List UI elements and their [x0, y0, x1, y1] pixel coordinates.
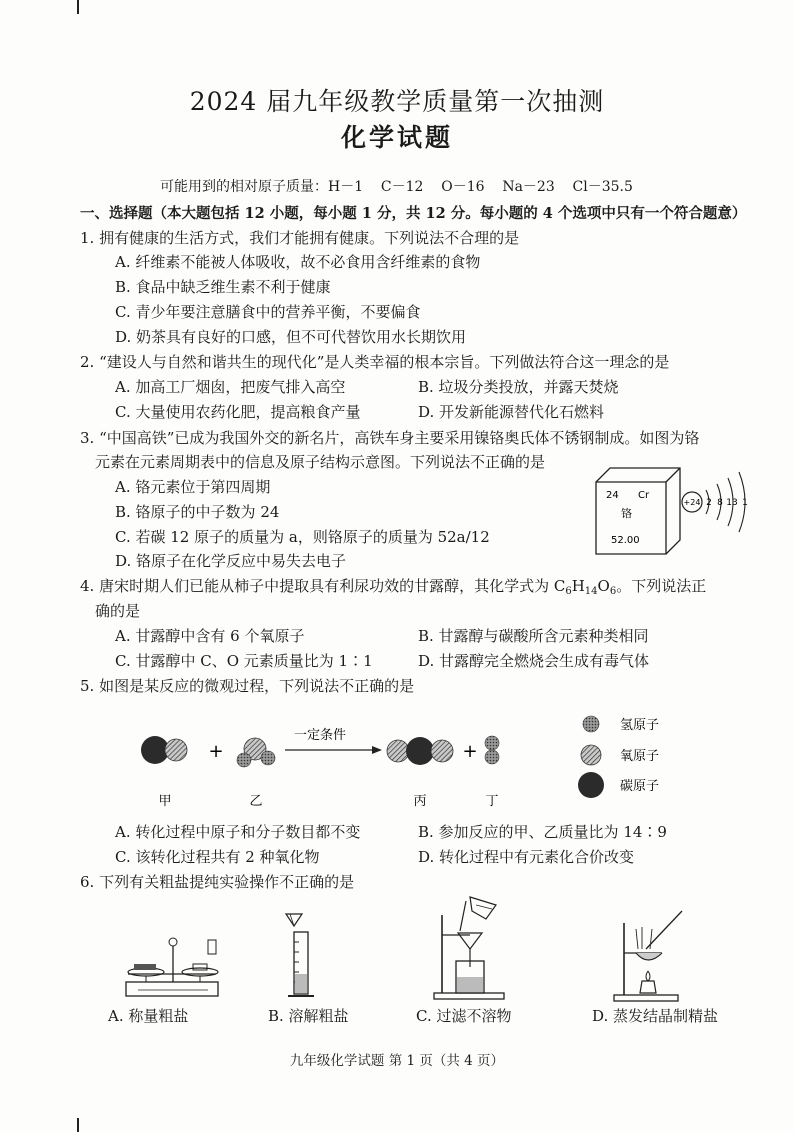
reaction-diagram — [120, 705, 680, 813]
reaction-condition: 一定条件 — [293, 728, 347, 743]
q6-caption-d: D. 蒸发结晶制精盐 — [592, 1007, 719, 1025]
formula-subscript: 6 — [565, 586, 572, 597]
page-footer: 九年级化学试题 第 1 页（共 4 页） — [289, 1053, 505, 1069]
q6-caption-c: C. 过滤不溶物 — [416, 1007, 512, 1025]
q5-option-c: C. 该转化过程共有 2 种氧化物 — [115, 848, 320, 866]
q4-option-a: A. 甘露醇中含有 6 个氧原子 — [115, 627, 305, 645]
section-heading: 一、选择题（本大题包括 12 小题，每小题 1 分，共 12 分。每小题的 4 个选项中只有一个符合题意） — [80, 205, 747, 222]
atom-structure-diagram — [682, 472, 748, 532]
shell-3-electrons: 13 — [726, 498, 738, 508]
legend-oxygen: 氧原子 — [620, 749, 660, 764]
periodic-table-cell — [596, 468, 680, 554]
q2-option-b: B. 垃圾分类投放，并露天焚烧 — [418, 378, 619, 396]
q5-option-b: B. 参加反应的甲、乙质量比为 14∶9 — [418, 823, 667, 841]
shell-2-electrons: 8 — [717, 498, 723, 508]
q2-option-a: A. 加高工厂烟囱，把废气排入高空 — [115, 378, 346, 396]
plus-sign: + — [208, 741, 224, 762]
oxygen-atom-swatch — [581, 745, 601, 765]
formula-subscript: 6 — [609, 586, 617, 597]
label-bing: 丙 — [413, 794, 427, 809]
q6-caption-b: B. 溶解粗盐 — [268, 1007, 349, 1025]
exam-subject: 化学试题 — [340, 123, 453, 152]
label-jia: 甲 — [158, 794, 172, 809]
legend-carbon: 碳原子 — [620, 779, 660, 794]
label-yi: 乙 — [249, 794, 263, 809]
q6-caption-a: A. 称量粗盐 — [108, 1007, 189, 1025]
evaporation-illustration — [610, 905, 690, 1003]
formula-element: O — [597, 577, 610, 595]
nuclear-charge: +24 — [683, 498, 701, 507]
q2-option-c: C. 大量使用农药化肥，提高粮食产量 — [115, 403, 361, 421]
q1-option-a: A. 纤维素不能被人体吸收，故不必食用含纤维素的食物 — [115, 253, 481, 271]
q2-stem: 2. “建设人与自然和谐共生的现代化”是人类幸福的根本宗旨。下列做法符合这一理念的是 — [80, 353, 670, 371]
hydrogen-atom-swatch — [583, 716, 599, 732]
carbon-atom-swatch — [578, 772, 604, 798]
legend-hydrogen: 氢原子 — [620, 718, 660, 733]
q4-stem-line1 — [80, 576, 706, 602]
atomic-mass: 52.00 — [611, 535, 640, 546]
q3-stem-line1: 3. “中国高铁”已成为我国外交的新名片，高铁车身主要采用镍铬奥氏体不锈钢制成。如图为铬 — [80, 429, 700, 447]
q4-stem-line2: 确的是 — [95, 602, 141, 620]
balance-scale-illustration — [118, 928, 228, 1002]
molecule-yi — [237, 738, 275, 767]
molecule-ding — [485, 736, 499, 764]
q4-stem-text: 。下列说法正 — [616, 577, 707, 595]
label-ding: 丁 — [485, 794, 499, 809]
q4-stem-text: 4. 唐宋时期人们已能从柿子中提取具有利尿功效的甘露醇，其化学式为 C — [80, 577, 566, 595]
element-name: 铬 — [621, 507, 632, 520]
formula-element: H — [571, 577, 585, 595]
q3-option-d: D. 铬原子在化学反应中易失去电子 — [115, 552, 347, 570]
element-symbol: Cr — [638, 490, 650, 501]
q5-stem: 5. 如图是某反应的微观过程，下列说法不正确的是 — [80, 677, 415, 695]
q1-stem: 1. 拥有健康的生活方式，我们才能拥有健康。下列说法不合理的是 — [80, 229, 520, 247]
atom-legend — [578, 716, 659, 798]
molecule-jia — [141, 736, 187, 764]
q3-stem-line2: 元素在元素周期表中的信息及原子结构示意图。下列说法不正确的是 — [95, 453, 546, 471]
chromium-figure — [590, 452, 760, 557]
atomic-number: 24 — [606, 490, 619, 501]
q3-option-c: C. 若碳 12 原子的质量为 a，则铬原子的质量为 52a/12 — [115, 528, 490, 546]
plus-sign: + — [462, 741, 478, 762]
q1-option-b: B. 食品中缺乏维生素不利于健康 — [115, 278, 331, 296]
shell-4-electrons: 1 — [742, 498, 748, 508]
molecule-bing — [387, 737, 453, 765]
arrow-head — [372, 746, 382, 754]
exam-title: 2024 届九年级教学质量第一次抽测 — [189, 87, 605, 116]
q1-option-d: D. 奶茶具有良好的口感，但不可代替饮用水长期饮用 — [115, 328, 467, 346]
graduated-cylinder-illustration — [280, 910, 330, 1002]
q3-option-b: B. 铬原子的中子数为 24 — [115, 503, 280, 521]
scan-edge-mark — [77, 1118, 79, 1132]
q1-option-c: C. 青少年要注意膳食中的营养平衡，不要偏食 — [115, 303, 421, 321]
q5-option-a: A. 转化过程中原子和分子数目都不变 — [115, 823, 361, 841]
shell-1-electrons: 2 — [706, 498, 712, 508]
q4-option-b: B. 甘露醇与碳酸所含元素种类相同 — [418, 627, 649, 645]
q4-option-d: D. 甘露醇完全燃烧会生成有毒气体 — [418, 652, 650, 670]
filtration-illustration — [430, 895, 520, 1003]
scan-edge-mark — [77, 0, 79, 14]
q2-option-d: D. 开发新能源替代化石燃料 — [418, 403, 605, 421]
atomic-masses: 可能用到的相对原子质量：H－1 C－12 O－16 Na－23 Cl－35.5 — [160, 179, 633, 195]
q6-stem: 6. 下列有关粗盐提纯实验操作不正确的是 — [80, 873, 355, 891]
formula-subscript: 14 — [584, 586, 598, 597]
q3-option-a: A. 铬元素位于第四周期 — [115, 478, 271, 496]
q4-option-c: C. 甘露醇中 C、O 元素质量比为 1∶1 — [115, 652, 373, 670]
q5-option-d: D. 转化过程中有元素化合价改变 — [418, 848, 635, 866]
